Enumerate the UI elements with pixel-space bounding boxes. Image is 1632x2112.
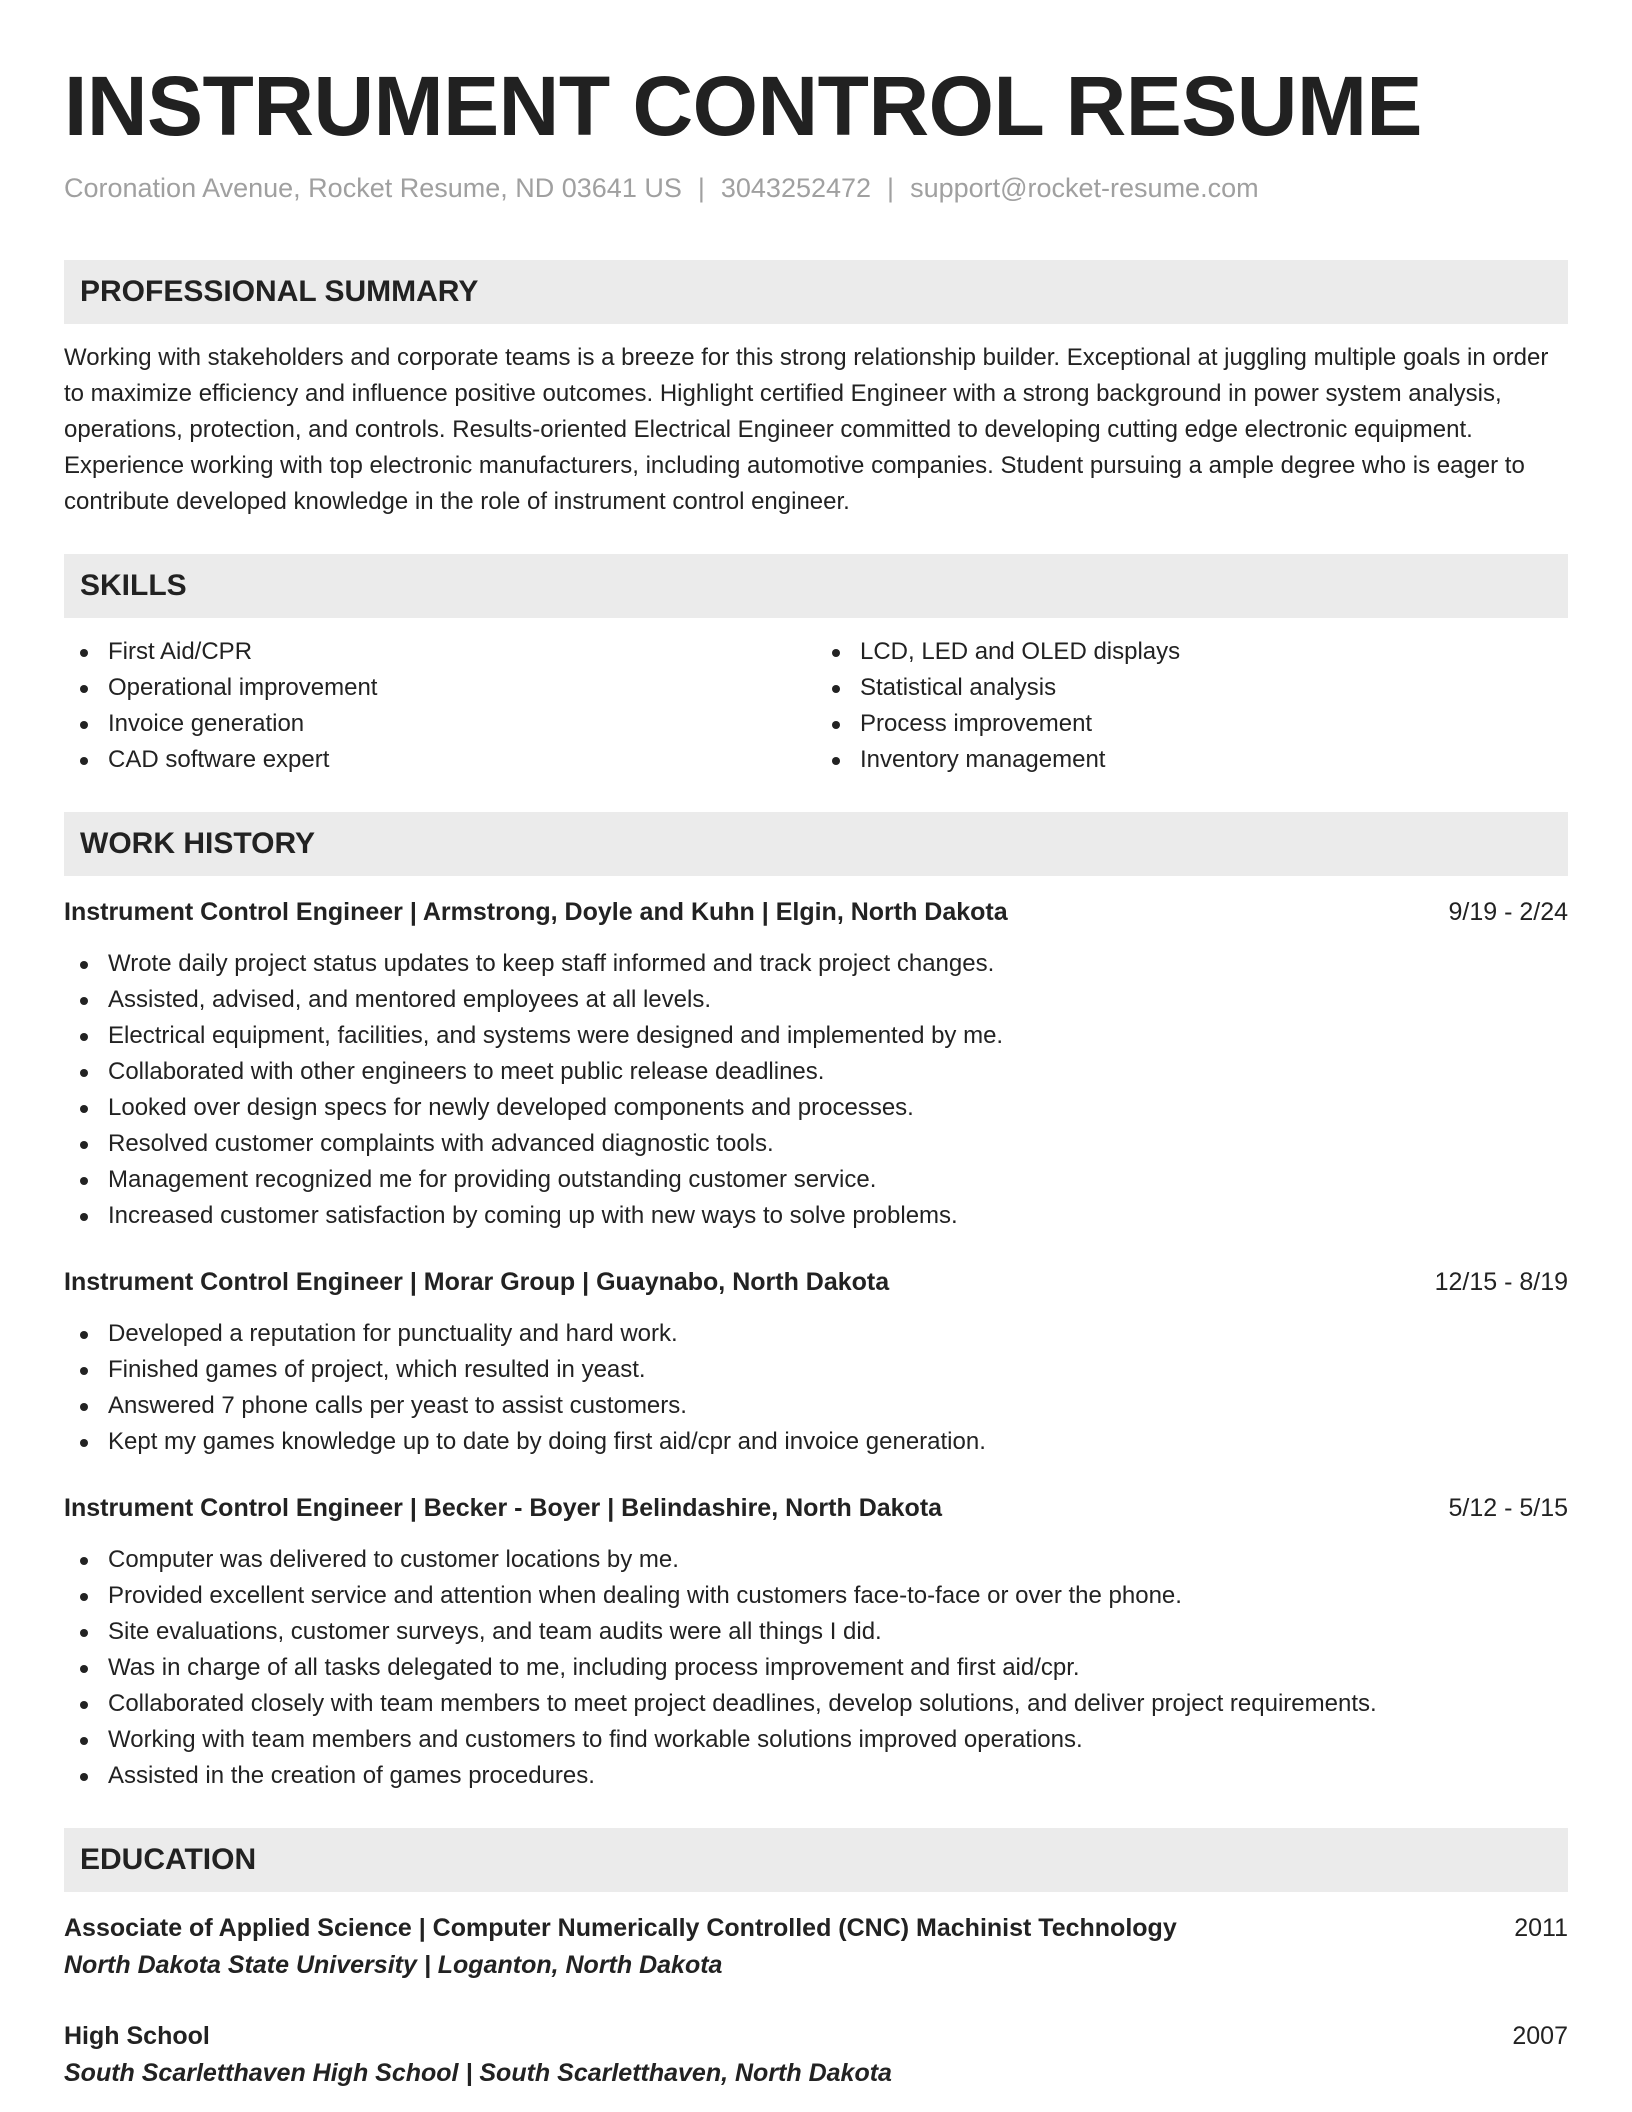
contact-phone: 3043252472 bbox=[720, 173, 872, 203]
job-bullet: Collaborated closely with team members to meet project deadlines, develop solutions, and deliver project requirements. bbox=[64, 1686, 1568, 1722]
skill-item: LCD, LED and OLED displays bbox=[816, 634, 1568, 670]
job-dates: 12/15 - 8/19 bbox=[1434, 1268, 1568, 1296]
job-bullet: Assisted in the creation of games procedures. bbox=[64, 1758, 1568, 1794]
contact-line bbox=[64, 170, 1568, 206]
job-bullet: Management recognized me for providing outstanding customer service. bbox=[64, 1162, 1568, 1198]
skills-list bbox=[64, 634, 1568, 778]
education-heading: EDUCATION bbox=[64, 1828, 1568, 1892]
job-bullet: Assisted, advised, and mentored employees at all levels. bbox=[64, 982, 1568, 1018]
resume-page bbox=[64, 58, 1568, 2092]
skill-item: CAD software expert bbox=[64, 742, 816, 778]
job-bullet: Working with team members and customers to find workable solutions improved operations. bbox=[64, 1722, 1568, 1758]
job-bullet: Provided excellent service and attention when dealing with customers face-to-face or over the phone. bbox=[64, 1578, 1568, 1614]
education-entry bbox=[64, 2018, 1568, 2092]
job-title: Instrument Control Engineer | Becker - Boyer | Belindashire, North Dakota bbox=[64, 1494, 943, 1522]
job-bullet: Developed a reputation for punctuality and hard work. bbox=[64, 1316, 1568, 1352]
job-bullet: Wrote daily project status updates to keep staff informed and track project changes. bbox=[64, 946, 1568, 982]
contact-separator: | bbox=[887, 173, 895, 203]
job-bullets bbox=[64, 1542, 1568, 1794]
skills-column-right bbox=[816, 634, 1568, 778]
skill-item: Statistical analysis bbox=[816, 670, 1568, 706]
job-bullet: Resolved customer complaints with advanced diagnostic tools. bbox=[64, 1126, 1568, 1162]
resume-title: INSTRUMENT CONTROL RESUME bbox=[64, 59, 1422, 153]
job-bullet: Kept my games knowledge up to date by doing first aid/cpr and invoice generation. bbox=[64, 1424, 1568, 1460]
skills-heading: SKILLS bbox=[64, 554, 1568, 618]
skill-item: First Aid/CPR bbox=[64, 634, 816, 670]
school-name: South Scarletthaven High School | South Scarletthaven, North Dakota bbox=[64, 2059, 892, 2087]
job-entry bbox=[64, 1264, 1568, 1460]
education-entry bbox=[64, 1910, 1568, 1984]
job-bullets bbox=[64, 946, 1568, 1234]
job-bullet: Computer was delivered to customer locations by me. bbox=[64, 1542, 1568, 1578]
contact-email: support@rocket-resume.com bbox=[910, 173, 1259, 203]
graduation-year: 2011 bbox=[1514, 1914, 1568, 1942]
skill-item: Inventory management bbox=[816, 742, 1568, 778]
job-bullet: Was in charge of all tasks delegated to me, including process improvement and first aid/cpr. bbox=[64, 1650, 1568, 1686]
degree-title: High School bbox=[64, 2022, 210, 2050]
job-bullet: Increased customer satisfaction by coming up with new ways to solve problems. bbox=[64, 1198, 1568, 1234]
job-bullets bbox=[64, 1316, 1568, 1460]
skills-column-left bbox=[64, 634, 816, 778]
skill-item: Invoice generation bbox=[64, 706, 816, 742]
summary-text: Working with stakeholders and corporate teams is a breeze for this strong relationship builder. Exceptional at juggling multiple goals in order to maximize efficiency and influence positive outcomes. Highlight certified Engineer with a strong background in power system analysis, operations, protection, and controls. Results-oriented Electrical Engineer committed to developing cutting edge electronic equipment. Experience working with top electronic manufacturers, including automotive companies. Student pursuing a ample degree who is eager to contribute developed knowledge in the role of instrument control engineer. bbox=[64, 344, 1549, 515]
job-title: Instrument Control Engineer | Morar Group | Guaynabo, North Dakota bbox=[64, 1268, 890, 1296]
job-dates: 9/19 - 2/24 bbox=[1448, 898, 1568, 926]
contact-separator: | bbox=[697, 173, 705, 203]
school-name: North Dakota State University | Loganton, North Dakota bbox=[64, 1951, 723, 1979]
job-bullet: Site evaluations, customer surveys, and team audits were all things I did. bbox=[64, 1614, 1568, 1650]
job-entry bbox=[64, 1490, 1568, 1794]
job-bullet: Electrical equipment, facilities, and systems were designed and implemented by me. bbox=[64, 1018, 1568, 1054]
skill-item: Process improvement bbox=[816, 706, 1568, 742]
contact-address: Coronation Avenue, Rocket Resume, ND 03641 US bbox=[64, 173, 682, 203]
job-bullet: Collaborated with other engineers to meet public release deadlines. bbox=[64, 1054, 1568, 1090]
degree-title: Associate of Applied Science | Computer Numerically Controlled (CNC) Machinist Technology bbox=[64, 1914, 1177, 1942]
work-heading: WORK HISTORY bbox=[64, 812, 1568, 876]
graduation-year: 2007 bbox=[1512, 2022, 1568, 2050]
summary-heading: PROFESSIONAL SUMMARY bbox=[64, 260, 1568, 324]
job-bullet: Looked over design specs for newly developed components and processes. bbox=[64, 1090, 1568, 1126]
job-title: Instrument Control Engineer | Armstrong, Doyle and Kuhn | Elgin, North Dakota bbox=[64, 898, 1008, 926]
job-entry bbox=[64, 894, 1568, 1234]
job-bullet: Finished games of project, which resulted in yeast. bbox=[64, 1352, 1568, 1388]
skill-item: Operational improvement bbox=[64, 670, 816, 706]
job-dates: 5/12 - 5/15 bbox=[1448, 1494, 1568, 1522]
job-bullet: Answered 7 phone calls per yeast to assist customers. bbox=[64, 1388, 1568, 1424]
